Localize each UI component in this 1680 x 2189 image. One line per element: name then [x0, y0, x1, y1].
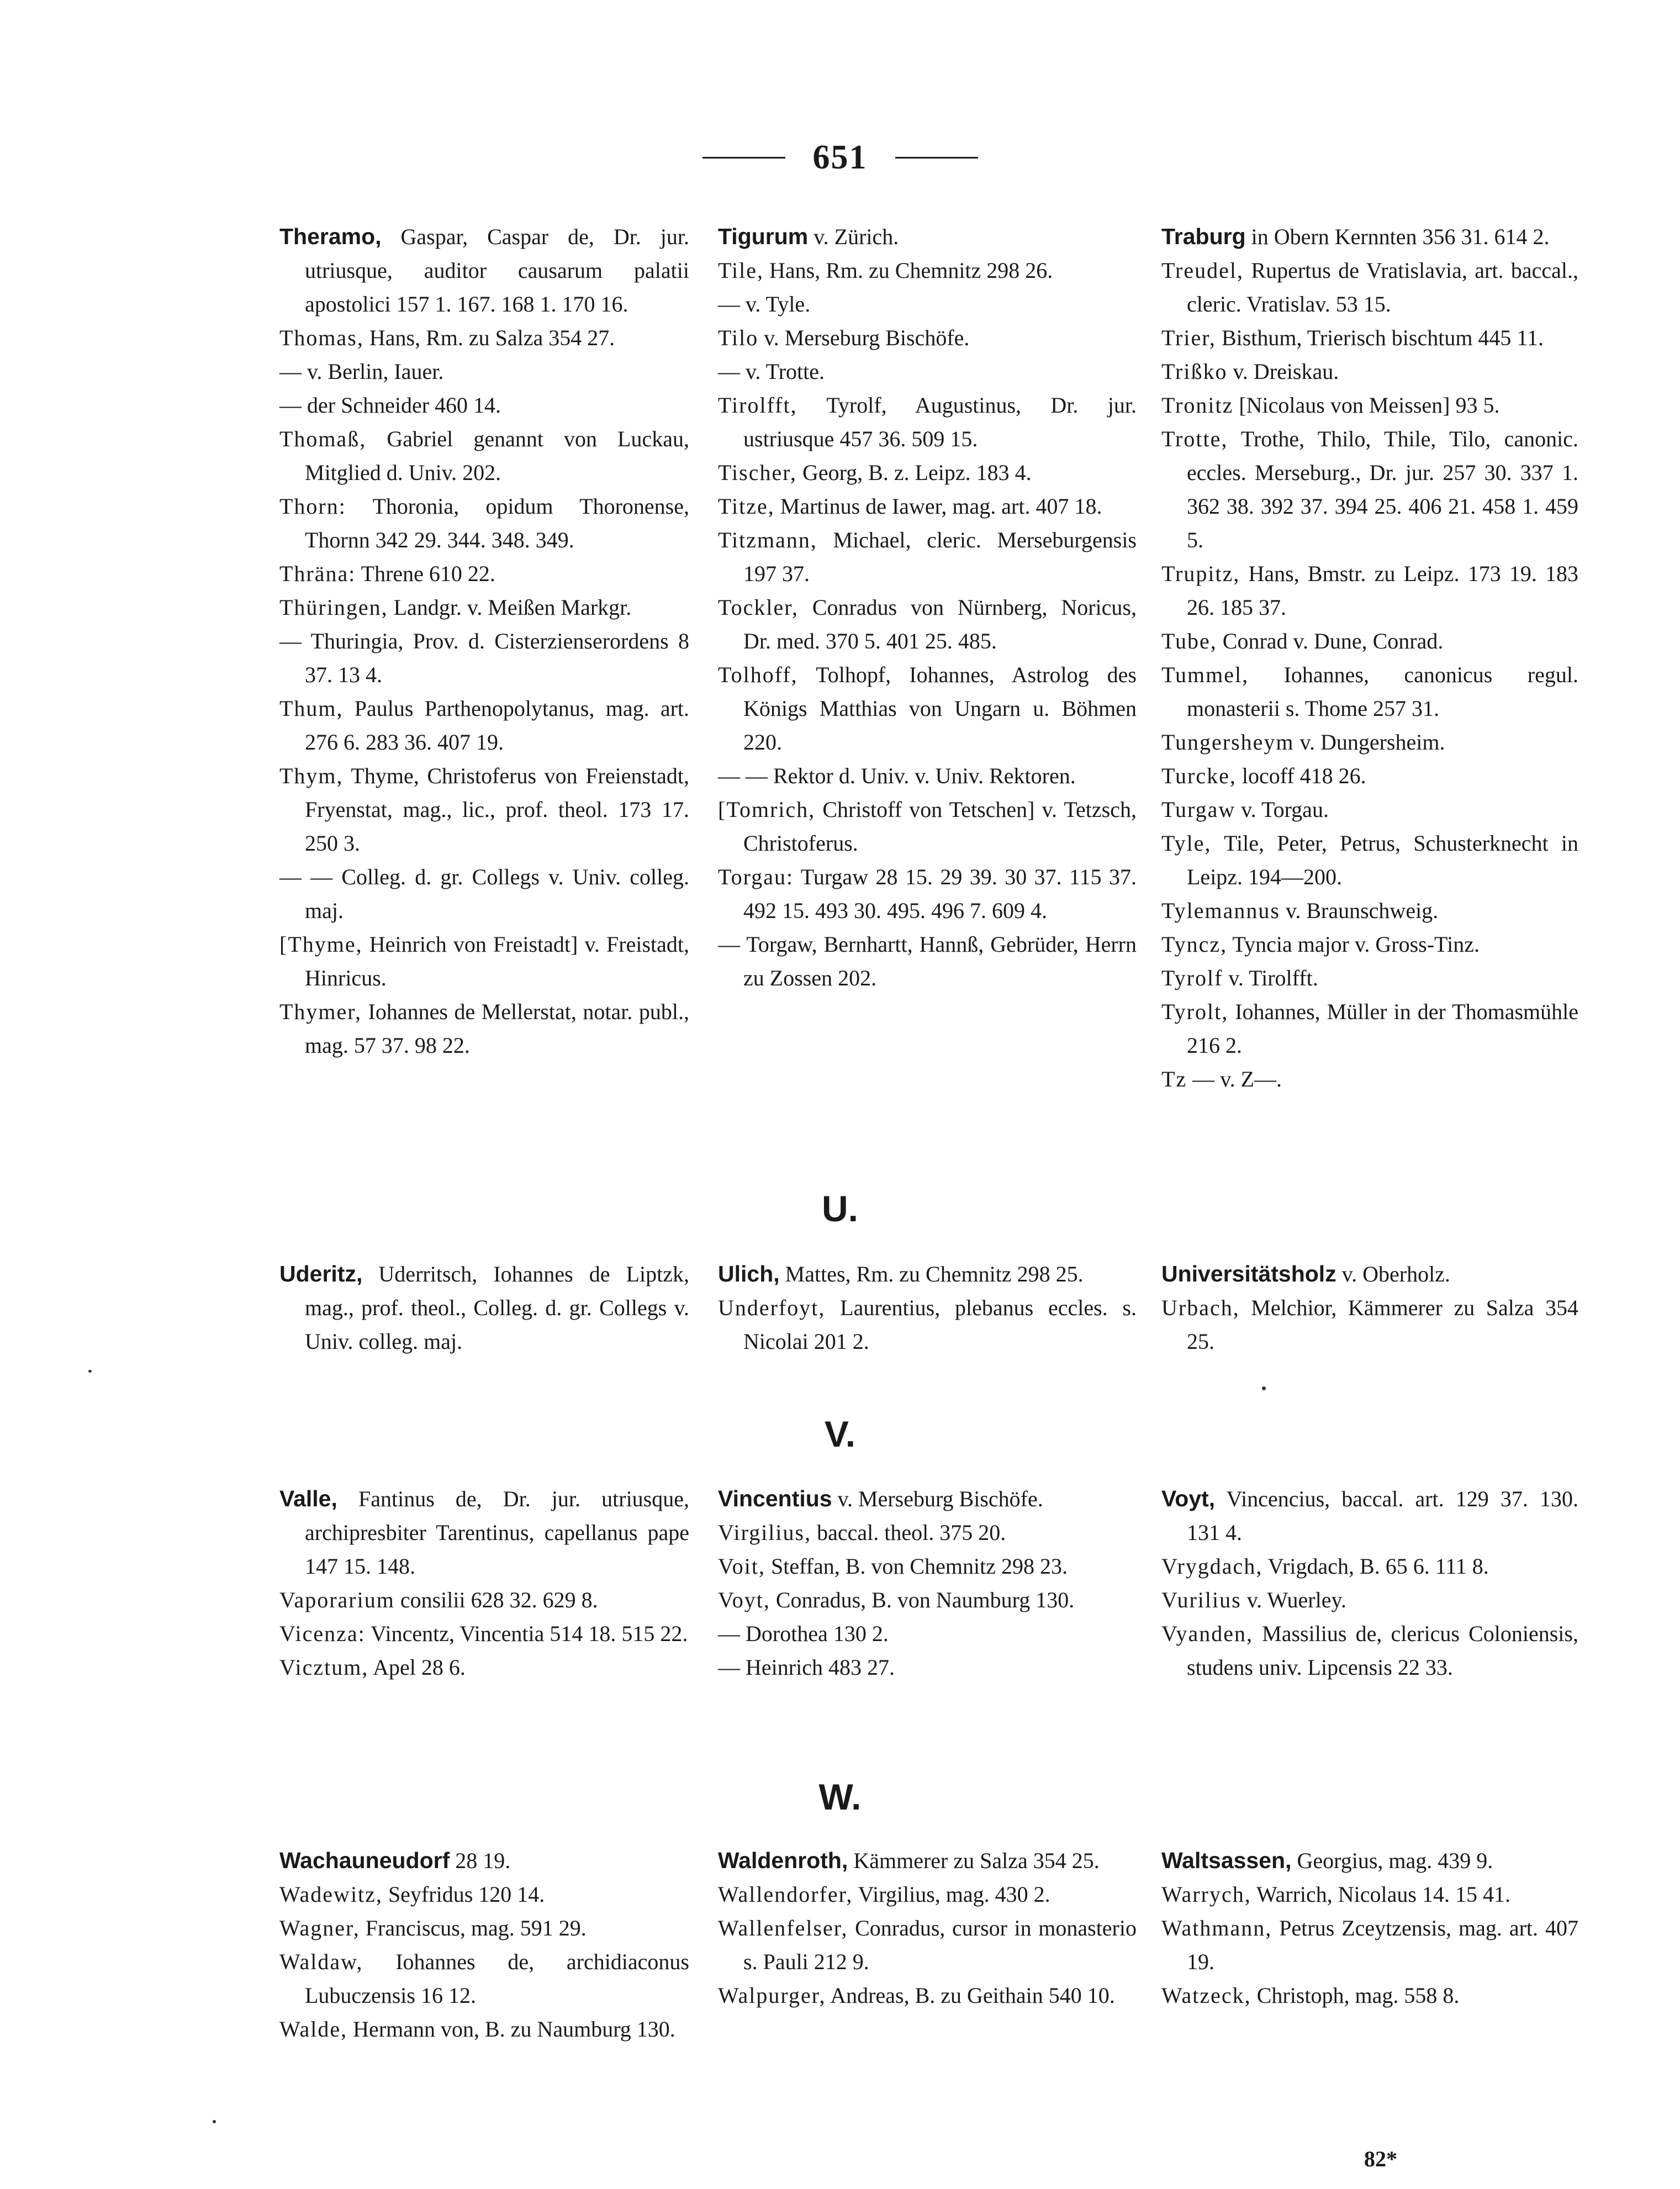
entry-headword: Treudel, [1161, 258, 1244, 283]
entry-headword: Titze, [718, 494, 775, 519]
entry-text: Threne 610 22. [356, 561, 495, 586]
entry-headword: Thomas, [279, 325, 364, 350]
entry-headword: Tz [1161, 1067, 1187, 1091]
index-entry [718, 1291, 1137, 1358]
entry-text: Georgius, mag. 439 9. [1291, 1848, 1493, 1873]
entry-headword: Valle, [279, 1486, 337, 1511]
entry-text: v. Dreiskau. [1227, 359, 1339, 384]
index-entry [1161, 1617, 1578, 1684]
entry-text: Gabriel genannt von Luckau, Mitglied d. Univ. 202. [305, 426, 689, 485]
index-entry [1161, 1583, 1578, 1617]
column-3 [1161, 1257, 1578, 1358]
index-entry [279, 692, 689, 759]
entry-headword: Trotte, [1161, 426, 1228, 451]
column-1 [279, 1257, 689, 1358]
column-3 [1161, 1844, 1578, 2012]
entry-headword: Vincentius [718, 1486, 832, 1511]
index-entry [1161, 725, 1578, 759]
entry-headword: Wallenfelser, [718, 1916, 848, 1940]
entry-headword: Tronitz [1161, 393, 1234, 418]
signature-mark: 82* [1364, 2146, 1397, 2171]
entry-text: Conradus, B. von Naumburg 130. [770, 1587, 1075, 1612]
entry-headword: Tigurum [718, 224, 809, 249]
page-header [0, 138, 1680, 177]
entry-headword: Tolhoff, [718, 662, 798, 687]
entry-headword: Tilo [718, 325, 759, 350]
index-entry [279, 321, 689, 355]
index-entry [718, 1617, 1137, 1650]
entry-text: Mattes, Rm. zu Chemnitz 298 25. [779, 1262, 1084, 1286]
entry-text: Christoff von Tetschen] v. Tetzsch, Christoferus. [743, 797, 1137, 856]
index-entry [1161, 1877, 1578, 1911]
entry-headword: Universitätsholz [1161, 1261, 1336, 1286]
index-entry [279, 1877, 689, 1911]
entry-headword: Wathmann, [1161, 1916, 1272, 1940]
header-rule-left [702, 157, 785, 159]
entry-text: — Thuringia, Prov. d. Cisterzienserordens 8 37. 13 4. [279, 629, 689, 687]
entry-text: Bisthum, Trierisch bischtum 445 11. [1216, 325, 1544, 350]
entry-text: Andreas, B. zu Geithain 540 10. [826, 1983, 1115, 2008]
entry-text: Tyrolf, Augustinus, Dr. jur. ustriusque 457 36. 509 15. [743, 393, 1137, 451]
index-entry [718, 388, 1137, 456]
section-u [0, 1257, 1680, 1368]
index-entry [718, 1583, 1137, 1617]
entry-text: Hans, Rm. zu Salza 354 27. [363, 325, 615, 350]
entry-text: v. Braunschweig. [1280, 898, 1439, 923]
entry-headword: Virgilius, [718, 1520, 812, 1545]
index-entry [718, 489, 1137, 523]
section-letter-u: U. [822, 1188, 858, 1229]
entry-text: v. Zürich. [808, 224, 899, 249]
entry-headword: Trupitz, [1161, 561, 1240, 586]
entry-text: Iohannes de Mellerstat, notar. publ., mag. 57 37. 98 22. [305, 999, 689, 1058]
index-entry [1161, 1062, 1578, 1096]
index-entry [1161, 995, 1578, 1062]
entry-headword: Vicztum, [279, 1655, 369, 1680]
entry-headword: Walpurger, [718, 1983, 826, 2008]
section-letter-v: V. [824, 1413, 856, 1454]
index-entry [1161, 1291, 1578, 1358]
index-entry [1161, 422, 1578, 557]
entry-headword: Thorn: [279, 494, 346, 519]
index-entry [718, 1516, 1137, 1549]
column-3 [1161, 220, 1578, 1096]
entry-text: Melchior, Kämmerer zu Salza 354 25. [1187, 1295, 1578, 1354]
index-entry [279, 422, 689, 489]
entry-text: — v. Z—. [1187, 1067, 1282, 1091]
entry-headword: Thym, [279, 763, 344, 788]
entry-headword: Torgau: [718, 864, 794, 889]
entry-text: Vrigdach, B. 65 6. 111 8. [1262, 1554, 1489, 1579]
index-entry [718, 793, 1137, 860]
entry-headword: Wachauneudorf [279, 1848, 450, 1873]
index-entry [718, 1549, 1137, 1583]
entry-headword: Thymer, [279, 999, 362, 1024]
entry-headword: Waltsassen, [1161, 1848, 1292, 1873]
index-entry [279, 355, 689, 388]
index-entry [718, 1482, 1137, 1516]
entry-text: baccal. theol. 375 20. [811, 1520, 1006, 1545]
entry-headword: Vicenza: [279, 1621, 366, 1646]
print-speck [88, 1370, 92, 1373]
entry-text: Tile, Peter, Petrus, Schusterknecht in Leipz. 194—200. [1187, 831, 1578, 889]
index-entry [279, 1482, 689, 1583]
entry-text: Vincencius, baccal. art. 129 37. 130. 131 4. [1187, 1486, 1578, 1545]
index-entry [279, 489, 689, 557]
index-entry [718, 287, 1137, 321]
index-entry [718, 220, 1137, 254]
entry-text: Conradus von Nürnberg, Noricus, Dr. med. 370 5. 401 25. 485. [743, 595, 1137, 653]
entry-headword: Vaporarium [279, 1587, 395, 1612]
index-entry [279, 1911, 689, 1945]
entry-text: — der Schneider 460 14. [279, 393, 501, 418]
entry-text: Fantinus de, Dr. jur. utriusque, archipresbiter Tarentinus, capellanus pape 147 15. 148. [305, 1486, 689, 1579]
entry-text: Iohannes de, archidiaconus Lubuczensis 16 12. [305, 1949, 689, 2008]
entry-text: Massilius de, clericus Coloniensis, studens univ. Lipcensis 22 33. [1187, 1621, 1578, 1680]
section-letter-w: W. [818, 1776, 862, 1817]
entry-headword: Tischer, [718, 460, 797, 485]
entry-headword: Watzeck, [1161, 1983, 1251, 2008]
entry-text: Tolhopf, Iohannes, Astrolog des Königs Matthias von Ungarn u. Böhmen 220. [743, 662, 1137, 755]
index-entry [1161, 793, 1578, 826]
entry-text: — Torgaw, Bernhartt, Hannß, Gebrüder, Herrn zu Zossen 202. [718, 932, 1137, 990]
index-entry [279, 1945, 689, 2012]
index-entry [279, 1617, 689, 1650]
entry-text: v. Merseburg Bischöfe. [832, 1486, 1043, 1511]
entry-headword: Tummel, [1161, 662, 1249, 687]
entry-text: v. Oberholz. [1336, 1262, 1450, 1286]
index-entry [1161, 826, 1578, 894]
entry-headword: Tyrolt, [1161, 999, 1229, 1024]
index-entry [1161, 355, 1578, 388]
section-v [0, 1482, 1680, 1731]
entry-text: v. Dungersheim. [1294, 730, 1445, 755]
entry-text: — — Rektor d. Univ. v. Univ. Rektoren. [718, 763, 1076, 788]
index-entry [718, 321, 1137, 355]
index-entry [718, 1650, 1137, 1684]
entry-text: — — Colleg. d. gr. Collegs v. Univ. colleg. maj. [279, 864, 689, 923]
index-entry [279, 759, 689, 860]
column-1 [279, 1482, 689, 1684]
index-entry [1161, 894, 1578, 927]
entry-text: Franciscus, mag. 591 29. [360, 1916, 587, 1940]
index-entry [718, 658, 1137, 759]
section-w [0, 1844, 1680, 2131]
entry-headword: Ulich, [718, 1261, 780, 1286]
index-entry [1161, 658, 1578, 725]
entry-text: in Obern Kernnten 356 31. 614 2. [1245, 224, 1550, 249]
entry-headword: Trier, [1161, 325, 1216, 350]
index-entry [279, 557, 689, 590]
entry-headword: Walde, [279, 2017, 348, 2042]
entry-text: v. Wuerley. [1241, 1587, 1346, 1612]
index-entry [1161, 321, 1578, 355]
index-entry [718, 1979, 1137, 2012]
entry-headword: Tube, [1161, 629, 1217, 653]
entry-headword: Tylemannus [1161, 898, 1280, 923]
entry-headword: Vrygdach, [1161, 1554, 1263, 1579]
entry-headword: Voit, [718, 1554, 765, 1579]
entry-text: Tyncia major v. Gross-Tinz. [1227, 932, 1480, 957]
index-entry [1161, 624, 1578, 658]
entry-text: Martinus de Iawer, mag. art. 407 18. [774, 494, 1102, 519]
entry-headword: Tyle, [1161, 831, 1212, 856]
entry-text: v. Torgau. [1235, 797, 1329, 822]
column-1 [279, 1844, 689, 2046]
entry-headword: Wadewitz, [279, 1882, 383, 1907]
print-speck [1262, 1386, 1266, 1390]
entry-text: v. Tirolfft. [1223, 966, 1318, 990]
entry-text: Apel 28 6. [368, 1655, 466, 1680]
index-entry [718, 523, 1137, 590]
entry-text: locoff 418 26. [1236, 763, 1366, 788]
entry-text: Virgilius, mag. 430 2. [853, 1882, 1050, 1907]
entry-headword: Thüringen, [279, 595, 388, 620]
entry-text: Iohannes, Müller in der Thomasmühle 216 2. [1187, 999, 1578, 1058]
entry-headword: Uderitz, [279, 1261, 363, 1286]
index-entry [1161, 254, 1578, 321]
index-entry [1161, 557, 1578, 624]
entry-headword: Thräna: [279, 561, 356, 586]
entry-text: Hans, Bmstr. zu Leipz. 173 19. 183 26. 185 37. [1187, 561, 1578, 620]
index-entry [279, 388, 689, 422]
index-entry [1161, 759, 1578, 793]
section-t [0, 220, 1680, 1115]
index-entry [279, 1257, 689, 1358]
index-entry [718, 1877, 1137, 1911]
index-entry [279, 1844, 689, 1877]
index-entry [718, 1257, 1137, 1291]
header-rule-right [895, 157, 978, 159]
index-entry [718, 860, 1137, 927]
index-entry [718, 254, 1137, 287]
index-entry [1161, 1979, 1578, 2012]
entry-headword: Vyanden, [1161, 1621, 1253, 1646]
index-entry [1161, 1257, 1578, 1291]
entry-headword: [Thyme, [279, 932, 363, 957]
entry-text: Conrad v. Dune, Conrad. [1217, 629, 1444, 653]
index-entry [718, 456, 1137, 489]
entry-text: Trothe, Thilo, Thile, Tilo, canonic. eccles. Merseburg., Dr. jur. 257 30. 337 1. 362 38. 392 37. 394 25. 406 21. 458 1. 459 5. [1187, 426, 1578, 552]
column-2 [718, 1257, 1137, 1358]
entry-text: Thoronia, opidum Thoronense, Thornn 342 29. 344. 348. 349. [305, 494, 689, 552]
entry-headword: Thum, [279, 696, 344, 721]
index-entry [1161, 961, 1578, 995]
entry-text: — v. Trotte. [718, 359, 825, 384]
entry-headword: Tyncz, [1161, 932, 1228, 957]
index-entry [718, 355, 1137, 388]
index-entry [279, 220, 689, 321]
entry-headword: Turgaw [1161, 797, 1236, 822]
entry-text: Gaspar, Caspar de, Dr. jur. utriusque, auditor causarum palatii apostolici 157 1. 167. 168 1. 170 16. [305, 224, 689, 317]
index-entry [1161, 1911, 1578, 1979]
index-entry [1161, 1482, 1578, 1549]
index-entry [718, 1911, 1137, 1979]
index-entry [279, 1583, 689, 1617]
index-entry [279, 927, 689, 995]
entry-text: Petrus Zceytzensis, mag. art. 407 19. [1187, 1916, 1578, 1974]
entry-headword: Tirolfft, [718, 393, 797, 418]
index-entry [1161, 220, 1578, 254]
entry-headword: Warrych, [1161, 1882, 1251, 1907]
entry-text: Hans, Rm. zu Chemnitz 298 26. [764, 258, 1053, 283]
entry-text: Conradus, cursor in monasterio s. Pauli 212 9. [743, 1916, 1137, 1974]
entry-text: Iohannes, canonicus regul. monasterii s. Thome 257 31. [1187, 662, 1578, 721]
index-entry [718, 759, 1137, 793]
entry-headword: Trißko [1161, 359, 1228, 384]
entry-text: Warrich, Nicolaus 14. 15 41. [1251, 1882, 1510, 1907]
entry-headword: Voyt, [718, 1587, 770, 1612]
entry-headword: Waldaw, [279, 1949, 363, 1974]
entry-text: Rupertus de Vratislavia, art. baccal., cleric. Vratislav. 53 15. [1187, 258, 1578, 317]
entry-text: Uderritsch, Iohannes de Liptzk, mag., prof. theol., Colleg. d. gr. Collegs v. Univ. colleg. maj. [305, 1262, 689, 1354]
entry-text: consilii 628 32. 629 8. [394, 1587, 598, 1612]
entry-text: Landgr. v. Meißen Markgr. [388, 595, 632, 620]
column-2 [718, 1482, 1137, 1684]
print-speck [213, 2120, 216, 2123]
entry-headword: Tockler, [718, 595, 799, 620]
entry-text: Christoph, mag. 558 8. [1251, 1983, 1460, 2008]
entry-headword: Wallendorfer, [718, 1882, 853, 1907]
entry-text: Laurentius, plebanus eccles. s. Nicolai 201 2. [743, 1295, 1137, 1354]
index-entry [279, 1650, 689, 1684]
index-entry [1161, 1844, 1578, 1877]
entry-text: — Heinrich 483 27. [718, 1655, 895, 1680]
entry-text: [Nicolaus von Meissen] 93 5. [1233, 393, 1500, 418]
index-entry [1161, 927, 1578, 961]
entry-headword: Turcke, [1161, 763, 1237, 788]
entry-headword: Vurilius [1161, 1587, 1241, 1612]
entry-headword: Traburg [1161, 224, 1246, 249]
entry-text: Steffan, B. von Chemnitz 298 23. [765, 1554, 1068, 1579]
entry-headword: Urbach, [1161, 1295, 1240, 1320]
column-2 [718, 1844, 1137, 2012]
page-number: 651 [812, 139, 868, 176]
index-entry [279, 995, 689, 1062]
entry-text: — v. Tyle. [718, 292, 811, 317]
entry-headword: Underfoyt, [718, 1295, 826, 1320]
index-entry [279, 860, 689, 927]
index-entry [718, 1844, 1137, 1877]
entry-text: 28 19. [450, 1848, 511, 1873]
index-entry [718, 590, 1137, 658]
entry-text: Vincentz, Vincentia 514 18. 515 22. [365, 1621, 688, 1646]
index-entry [279, 2012, 689, 2046]
entry-headword: [Tomrich, [718, 797, 816, 822]
index-entry [718, 927, 1137, 995]
entry-headword: Thomaß, [279, 426, 367, 451]
entry-headword: Voyt, [1161, 1486, 1216, 1511]
entry-headword: Tile, [718, 258, 764, 283]
entry-headword: Waldenroth, [718, 1848, 848, 1873]
entry-headword: Titzmann, [718, 528, 817, 552]
entry-text: — Dorothea 130 2. [718, 1621, 889, 1646]
entry-text: Turgaw 28 15. 29 39. 30 37. 115 37. 492 15. 493 30. 495. 496 7. 609 4. [743, 864, 1137, 923]
entry-headword: Theramo, [279, 224, 382, 249]
entry-text: Paulus Parthenopolytanus, mag. art. 276 6. 283 36. 407 19. [305, 696, 689, 755]
index-entry [1161, 1549, 1578, 1583]
entry-headword: Tungersheym [1161, 730, 1295, 755]
entry-text: Thyme, Christoferus von Freienstadt, Fryenstat, mag., lic., prof. theol. 173 17. 250 3. [305, 763, 689, 856]
column-1 [279, 220, 689, 1062]
column-2 [718, 220, 1137, 995]
entry-text: Hermann von, B. zu Naumburg 130. [347, 2017, 675, 2042]
entry-text: Seyfridus 120 14. [382, 1882, 545, 1907]
index-entry [279, 624, 689, 692]
entry-text: — v. Berlin, Iauer. [279, 359, 444, 384]
entry-text: Georg, B. z. Leipz. 183 4. [796, 460, 1032, 485]
entry-headword: Tyrolf [1161, 966, 1223, 990]
entry-headword: Wagner, [279, 1916, 360, 1940]
entry-text: Kämmerer zu Salza 354 25. [848, 1848, 1100, 1873]
column-3 [1161, 1482, 1578, 1684]
entry-text: Michael, cleric. Merseburgensis 197 37. [743, 528, 1137, 586]
index-entry [1161, 388, 1578, 422]
entry-text: Heinrich von Freistadt] v. Freistadt, Hinricus. [305, 932, 689, 990]
index-entry [279, 590, 689, 624]
entry-text: v. Merseburg Bischöfe. [758, 325, 970, 350]
